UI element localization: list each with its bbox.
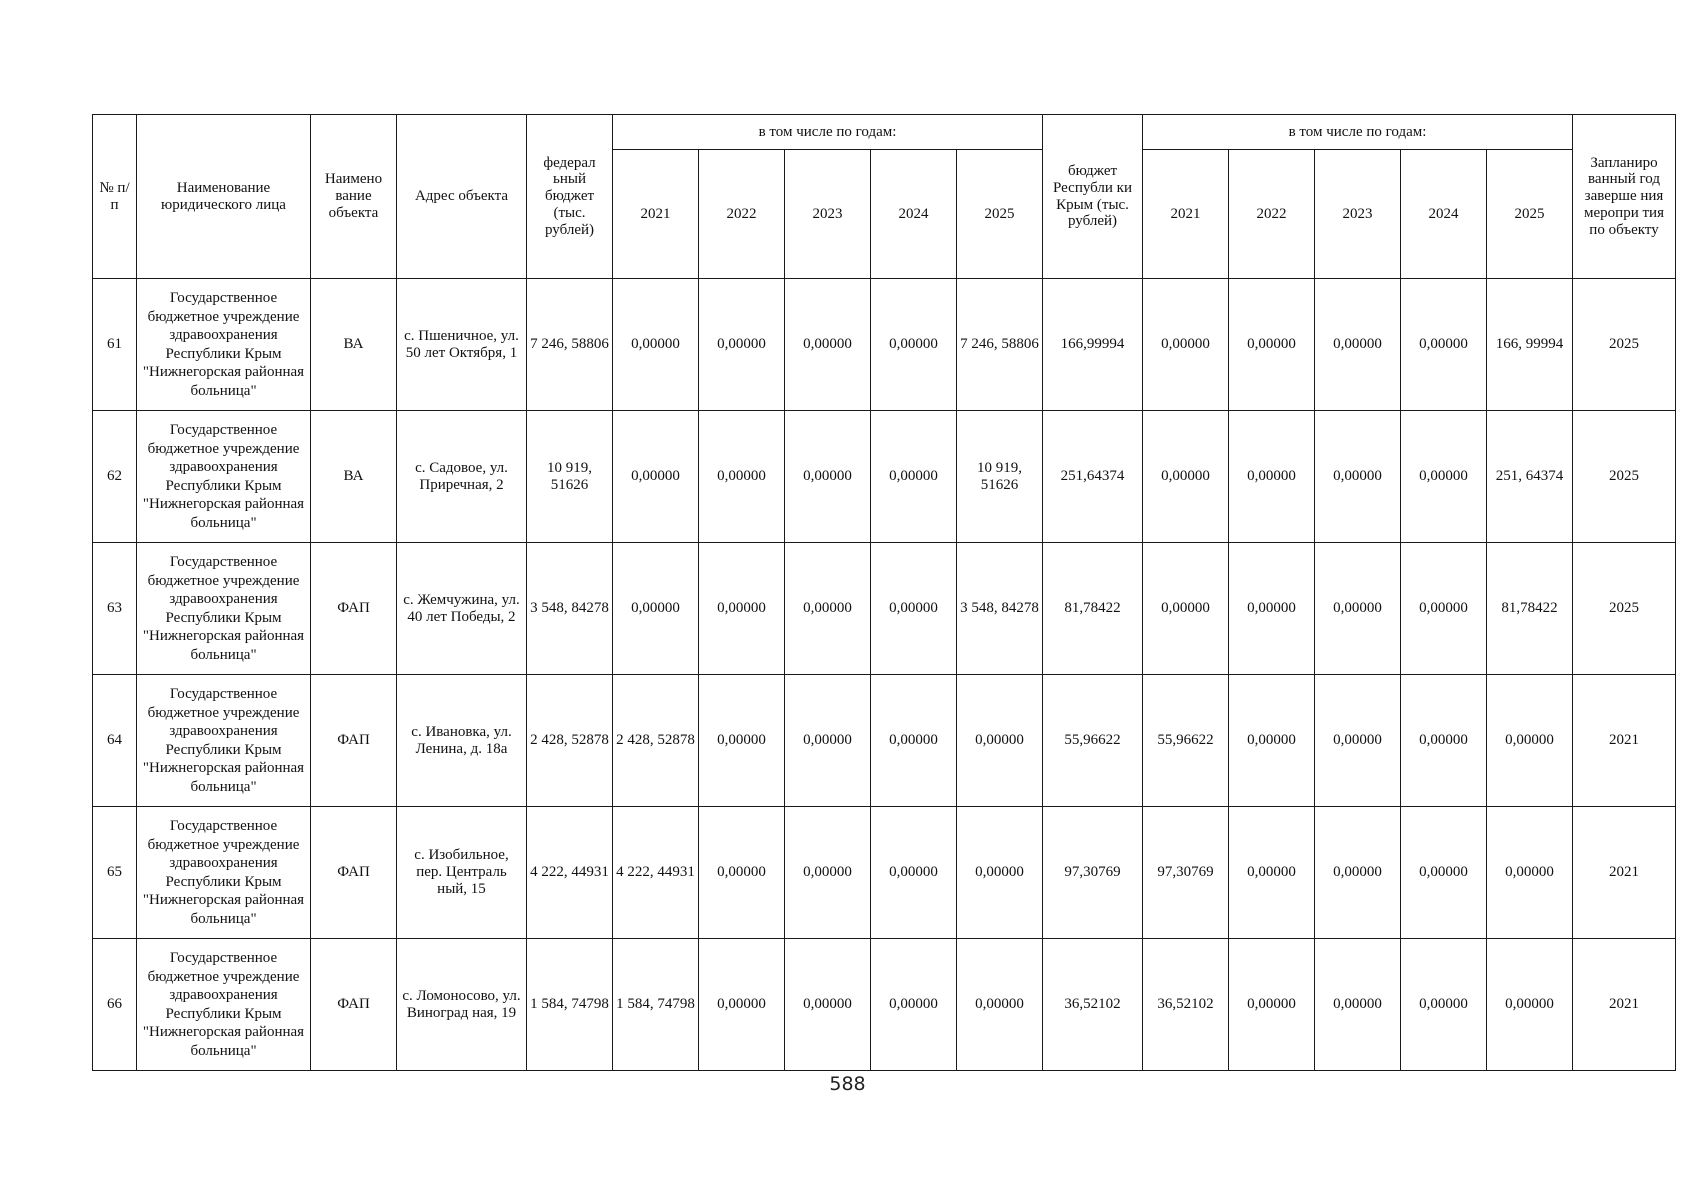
row-number: 61 (93, 279, 137, 411)
federal-budget-total: 7 246, 58806 (527, 279, 613, 411)
header-address: Адрес объекта (397, 115, 527, 279)
federal-2024: 0,00000 (871, 675, 957, 807)
republic-2021: 0,00000 (1143, 279, 1229, 411)
federal-2021: 0,00000 (613, 543, 699, 675)
object-type: ФАП (311, 939, 397, 1071)
table-row (93, 939, 1676, 1071)
republic-2024: 0,00000 (1401, 807, 1487, 939)
federal-2022: 0,00000 (699, 807, 785, 939)
object-address: с. Ивановка, ул. Ленина, д. 18а (397, 675, 527, 807)
table-row (93, 279, 1676, 411)
republic-2022: 0,00000 (1229, 543, 1315, 675)
funding-table (92, 114, 1676, 1071)
federal-2025: 0,00000 (957, 939, 1043, 1071)
header-republic-by-years: в том числе по годам: (1143, 115, 1573, 150)
header-federal-year-2023: 2023 (785, 150, 871, 279)
object-address: с. Садовое, ул. Приречная, 2 (397, 411, 527, 543)
republic-2023: 0,00000 (1315, 675, 1401, 807)
header-republic-year-2025: 2025 (1487, 150, 1573, 279)
object-type: ФАП (311, 807, 397, 939)
header-republic-year-2024: 2024 (1401, 150, 1487, 279)
republic-budget-total: 36,52102 (1043, 939, 1143, 1071)
table-row (93, 675, 1676, 807)
legal-entity-name: Государственное бюджетное учреждение здравоохранения Республики Крым "Нижнегорская районная больница" (137, 279, 311, 411)
object-type: ФАП (311, 543, 397, 675)
republic-2023: 0,00000 (1315, 939, 1401, 1071)
republic-2025: 166, 99994 (1487, 279, 1573, 411)
table-row (93, 411, 1676, 543)
republic-2025: 0,00000 (1487, 939, 1573, 1071)
republic-2023: 0,00000 (1315, 543, 1401, 675)
federal-2024: 0,00000 (871, 543, 957, 675)
header-federal-year-2024: 2024 (871, 150, 957, 279)
header-federal-by-years: в том числе по годам: (613, 115, 1043, 150)
row-number: 65 (93, 807, 137, 939)
object-address: с. Изобильное, пер. Централь ный, 15 (397, 807, 527, 939)
republic-2025: 0,00000 (1487, 675, 1573, 807)
object-address: с. Жемчужина, ул. 40 лет Победы, 2 (397, 543, 527, 675)
federal-2022: 0,00000 (699, 939, 785, 1071)
planned-completion-year: 2021 (1573, 675, 1676, 807)
federal-2022: 0,00000 (699, 279, 785, 411)
federal-2024: 0,00000 (871, 279, 957, 411)
federal-budget-total: 2 428, 52878 (527, 675, 613, 807)
row-number: 66 (93, 939, 137, 1071)
federal-2022: 0,00000 (699, 411, 785, 543)
republic-2024: 0,00000 (1401, 543, 1487, 675)
federal-2023: 0,00000 (785, 543, 871, 675)
federal-2023: 0,00000 (785, 807, 871, 939)
header-republic-year-2023: 2023 (1315, 150, 1401, 279)
header-republic-year-2022: 2022 (1229, 150, 1315, 279)
republic-2023: 0,00000 (1315, 807, 1401, 939)
federal-2025: 0,00000 (957, 675, 1043, 807)
planned-completion-year: 2021 (1573, 939, 1676, 1071)
federal-2025: 7 246, 58806 (957, 279, 1043, 411)
header-planned-year: Запланиро ванный год заверше ния меропри тия по объекту (1573, 115, 1676, 279)
planned-completion-year: 2021 (1573, 807, 1676, 939)
republic-2022: 0,00000 (1229, 939, 1315, 1071)
header-no: № п/п (93, 115, 137, 279)
republic-2025: 81,78422 (1487, 543, 1573, 675)
legal-entity-name: Государственное бюджетное учреждение здравоохранения Республики Крым "Нижнегорская районная больница" (137, 807, 311, 939)
federal-2021: 0,00000 (613, 279, 699, 411)
republic-budget-total: 97,30769 (1043, 807, 1143, 939)
republic-2021: 0,00000 (1143, 543, 1229, 675)
row-number: 62 (93, 411, 137, 543)
federal-2021: 4 222, 44931 (613, 807, 699, 939)
header-federal-year-2021: 2021 (613, 150, 699, 279)
republic-2025: 0,00000 (1487, 807, 1573, 939)
republic-budget-total: 251,64374 (1043, 411, 1143, 543)
republic-budget-total: 55,96622 (1043, 675, 1143, 807)
object-address: с. Ломоносово, ул. Виноград ная, 19 (397, 939, 527, 1071)
federal-budget-total: 3 548, 84278 (527, 543, 613, 675)
republic-2021: 55,96622 (1143, 675, 1229, 807)
republic-2022: 0,00000 (1229, 807, 1315, 939)
federal-2023: 0,00000 (785, 279, 871, 411)
republic-budget-total: 166,99994 (1043, 279, 1143, 411)
republic-2024: 0,00000 (1401, 279, 1487, 411)
republic-budget-total: 81,78422 (1043, 543, 1143, 675)
federal-2023: 0,00000 (785, 675, 871, 807)
federal-2024: 0,00000 (871, 411, 957, 543)
republic-2024: 0,00000 (1401, 411, 1487, 543)
header-republic-budget: бюджет Республи ки Крым (тыс. рублей) (1043, 115, 1143, 279)
federal-budget-total: 4 222, 44931 (527, 807, 613, 939)
header-object-name: Наимено вание объекта (311, 115, 397, 279)
planned-completion-year: 2025 (1573, 279, 1676, 411)
legal-entity-name: Государственное бюджетное учреждение здравоохранения Республики Крым "Нижнегорская районная больница" (137, 675, 311, 807)
table-row (93, 807, 1676, 939)
republic-2022: 0,00000 (1229, 411, 1315, 543)
header-republic-year-2021: 2021 (1143, 150, 1229, 279)
federal-budget-total: 1 584, 74798 (527, 939, 613, 1071)
federal-2022: 0,00000 (699, 543, 785, 675)
planned-completion-year: 2025 (1573, 411, 1676, 543)
object-address: с. Пшеничное, ул. 50 лет Октября, 1 (397, 279, 527, 411)
federal-2025: 3 548, 84278 (957, 543, 1043, 675)
federal-2025: 0,00000 (957, 807, 1043, 939)
header-federal-year-2022: 2022 (699, 150, 785, 279)
republic-2021: 36,52102 (1143, 939, 1229, 1071)
object-type: ФАП (311, 675, 397, 807)
object-type: ВА (311, 279, 397, 411)
republic-2023: 0,00000 (1315, 279, 1401, 411)
federal-2023: 0,00000 (785, 939, 871, 1071)
republic-2021: 97,30769 (1143, 807, 1229, 939)
federal-2024: 0,00000 (871, 939, 957, 1071)
table-row (93, 543, 1676, 675)
republic-2025: 251, 64374 (1487, 411, 1573, 543)
planned-completion-year: 2025 (1573, 543, 1676, 675)
republic-2024: 0,00000 (1401, 939, 1487, 1071)
federal-2025: 10 919, 51626 (957, 411, 1043, 543)
federal-2021: 1 584, 74798 (613, 939, 699, 1071)
header-federal-budget: федерал ьный бюджет (тыс. рублей) (527, 115, 613, 279)
federal-2021: 2 428, 52878 (613, 675, 699, 807)
legal-entity-name: Государственное бюджетное учреждение здравоохранения Республики Крым "Нижнегорская районная больница" (137, 543, 311, 675)
republic-2024: 0,00000 (1401, 675, 1487, 807)
republic-2022: 0,00000 (1229, 675, 1315, 807)
federal-2023: 0,00000 (785, 411, 871, 543)
row-number: 63 (93, 543, 137, 675)
republic-2023: 0,00000 (1315, 411, 1401, 543)
legal-entity-name: Государственное бюджетное учреждение здравоохранения Республики Крым "Нижнегорская районная больница" (137, 411, 311, 543)
row-number: 64 (93, 675, 137, 807)
republic-2022: 0,00000 (1229, 279, 1315, 411)
federal-2024: 0,00000 (871, 807, 957, 939)
federal-2021: 0,00000 (613, 411, 699, 543)
header-legal-name: Наименование юридического лица (137, 115, 311, 279)
republic-2021: 0,00000 (1143, 411, 1229, 543)
federal-budget-total: 10 919, 51626 (527, 411, 613, 543)
federal-2022: 0,00000 (699, 675, 785, 807)
header-federal-year-2025: 2025 (957, 150, 1043, 279)
legal-entity-name: Государственное бюджетное учреждение здравоохранения Республики Крым "Нижнегорская районная больница" (137, 939, 311, 1071)
object-type: ВА (311, 411, 397, 543)
page-number: 588 (829, 1073, 866, 1095)
